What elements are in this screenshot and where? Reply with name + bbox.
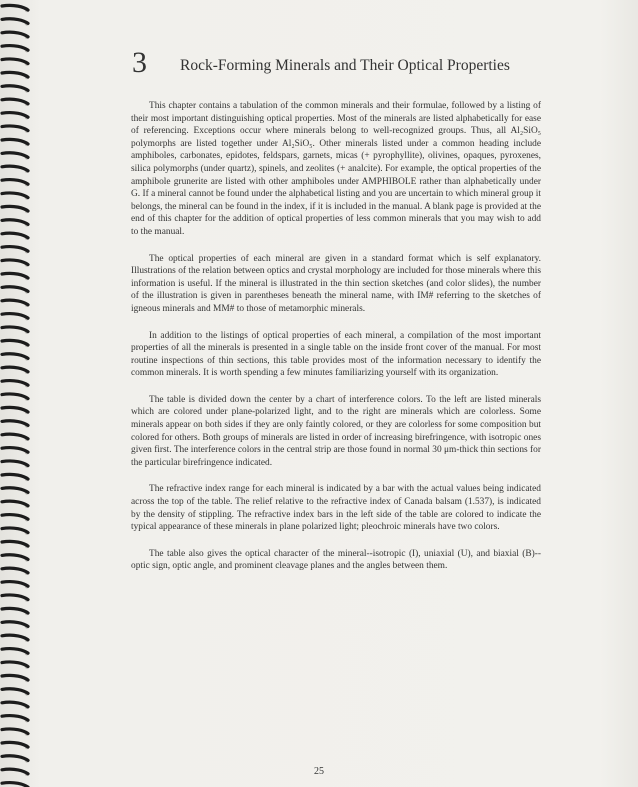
binding-coil bbox=[2, 367, 28, 372]
chapter-body bbox=[131, 100, 541, 587]
binding-coil bbox=[2, 555, 28, 560]
binding-coil bbox=[2, 19, 28, 24]
binding-coil bbox=[2, 206, 28, 211]
binding-coil bbox=[2, 474, 28, 479]
binding-coil bbox=[2, 407, 28, 412]
binding-coil bbox=[2, 59, 28, 64]
binding-coil bbox=[2, 608, 28, 613]
binding-coil bbox=[2, 5, 28, 10]
binding-coil bbox=[2, 72, 28, 77]
binding-coil bbox=[2, 126, 28, 131]
binding-coil bbox=[2, 287, 28, 292]
binding-coil bbox=[2, 595, 28, 600]
paragraph-refractive-index: The refractive index range for each mineral is indicated by a bar with the actual values being indicated across the top of the table. The relief relative to the refractive index of Canada balsam (1.537), is indicated by the density of stippling. The refractive index bars in the left side of the table are colored to indicate the typical appearance of these minerals in plane polarized light; pleochroic minerals have two colors. bbox=[131, 484, 541, 533]
binding-coil bbox=[2, 582, 28, 587]
page-number: 25 bbox=[314, 766, 324, 777]
paragraph-compilation: In addition to the listings of optical properties of each mineral, a compilation of the most important properties of all the minerals is presented in a single table on the inside front cover of the manual. For most routine inspections of thin sections, this table provides most of the information necessary to identify the common minerals. It is worth spending a few minutes familiarizing yourself with its organization. bbox=[131, 330, 541, 379]
binding-coil bbox=[2, 139, 28, 144]
binding-coil bbox=[2, 702, 28, 707]
binding-coil bbox=[2, 488, 28, 493]
binding-coil bbox=[2, 501, 28, 506]
binding-coil bbox=[2, 756, 28, 761]
binding-coil bbox=[2, 421, 28, 426]
binding-coil bbox=[2, 515, 28, 520]
binding-coil bbox=[2, 568, 28, 573]
paragraph-intro: This chapter contains a tabulation of the common minerals and their formulae, followed by a listing of their most important distinguishing optical properties. Most of the minerals are listed alphabetically for ease of referencing. Exceptions occur where minerals belong to well-recognized groups. Thus, all Al₂SiO₅ polymorphs are listed together under Al₂SiO₅. Other minerals listed under a common heading include amphiboles, carbonates, epidotes, feldspars, garnets, micas (+ pyrophyllite), olivines, opaques, pyroxenes, silica polymorphs (under quartz), spinels, and zeolites (+ analcite). For example, the optical properties of the amphibole grunerite are listed with other amphiboles under AMPHIBOLE rather than alphabetically under G. If a mineral cannot be found under the alphabetical listing and you are uncertain to which mineral group it belongs, the mineral can be found in the index, if it is included in the manual. A blank page is provided at the end of this chapter for the addition of optical properties of less common minerals that you may wish to add to the manual. bbox=[131, 101, 541, 237]
binding-coil bbox=[2, 662, 28, 667]
binding-coil bbox=[2, 113, 28, 118]
binding-coil bbox=[2, 448, 28, 453]
spiral-binding bbox=[0, 0, 34, 787]
binding-coil bbox=[2, 193, 28, 198]
binding-coil bbox=[2, 32, 28, 37]
chapter-title: Rock-Forming Minerals and Their Optical Properties bbox=[180, 57, 510, 74]
binding-coil bbox=[2, 461, 28, 466]
binding-coil bbox=[2, 742, 28, 747]
binding-coil bbox=[2, 300, 28, 305]
binding-coil bbox=[2, 166, 28, 171]
binding-coil bbox=[2, 622, 28, 627]
binding-coil bbox=[2, 434, 28, 439]
binding-coil bbox=[2, 635, 28, 640]
binding-coil bbox=[2, 689, 28, 694]
binding-coil bbox=[2, 247, 28, 252]
chapter-header bbox=[132, 46, 552, 82]
binding-coil bbox=[2, 675, 28, 680]
binding-coil bbox=[2, 260, 28, 265]
binding-coil bbox=[2, 233, 28, 238]
binding-coil bbox=[2, 716, 28, 721]
binding-coil bbox=[2, 46, 28, 51]
binding-coil bbox=[2, 649, 28, 654]
binding-coil bbox=[2, 783, 28, 787]
binding-coil bbox=[2, 327, 28, 332]
binding-coil bbox=[2, 394, 28, 399]
binding-coil bbox=[2, 340, 28, 345]
chapter-number: 3 bbox=[132, 46, 147, 79]
paragraph-format: The optical properties of each mineral are given in a standard format which is self explanatory. Illustrations of the relation between optics and crystal morphology are included for those minerals where this information is useful. If the mineral is illustrated in the thin section sketches (and color slides), the number of the illustration is given in parentheses beneath the mineral name, with IM# referring to the sketches of igneous minerals and MM# to those of metamorphic minerals. bbox=[131, 253, 541, 314]
binding-coil bbox=[2, 381, 28, 386]
paragraph-optical-character: The table also gives the optical character of the mineral--isotropic (I), uniaxial (U), and biaxial (B)--optic sign, optic angle, and prominent cleavage planes and the angles between them. bbox=[131, 548, 541, 572]
paragraph-table-layout: The table is divided down the center by a chart of interference colors. To the left are listed minerals which are colored under plane-polarized light, and to the right are minerals which are colorless. Some minerals appear on both sides if they are only faintly colored, or they are colorless for some composition but colored for others. Both groups of minerals are listed in order of increasing birefringence, with isotropic ones given first. The interference colors in the central strip are those found in normal 30 μm-thick thin sections for the particular birefringence indicated. bbox=[131, 394, 541, 468]
binding-coil bbox=[2, 99, 28, 104]
binding-coil bbox=[2, 220, 28, 225]
binding-coil bbox=[2, 729, 28, 734]
binding-coil bbox=[2, 314, 28, 319]
binding-coil bbox=[2, 541, 28, 546]
binding-coil bbox=[2, 180, 28, 185]
binding-coil bbox=[2, 86, 28, 91]
binding-coil bbox=[2, 153, 28, 158]
binding-coil bbox=[2, 273, 28, 278]
binding-coil bbox=[2, 528, 28, 533]
binding-coil bbox=[2, 354, 28, 359]
